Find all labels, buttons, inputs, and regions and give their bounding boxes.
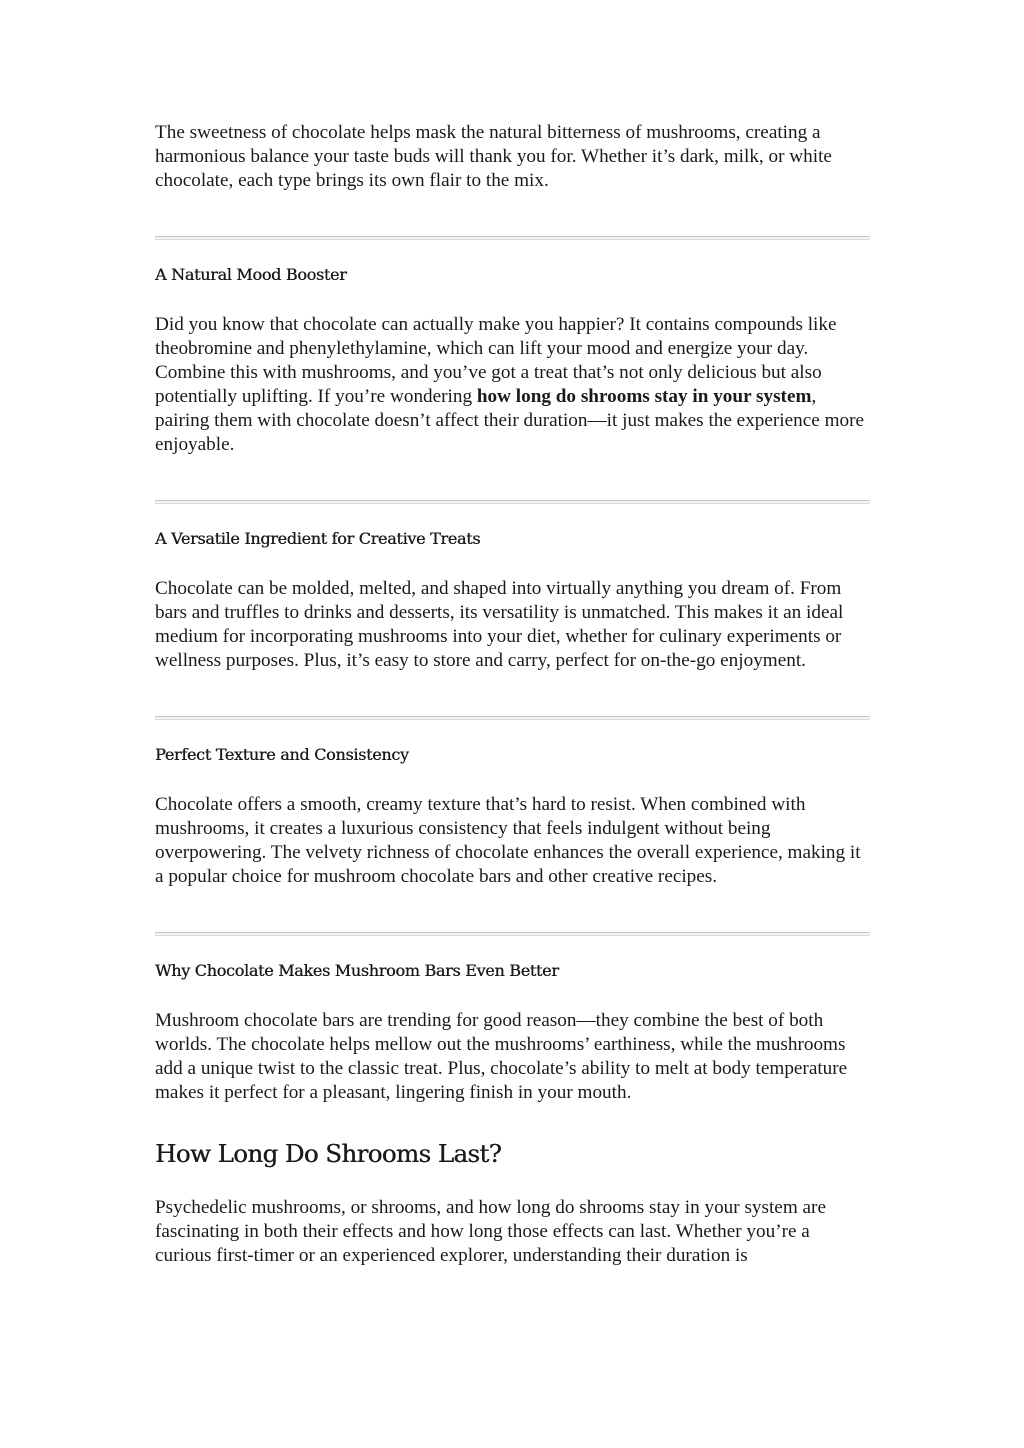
mood-booster-paragraph — [155, 313, 870, 457]
section-divider — [155, 716, 870, 720]
section-divider — [155, 500, 870, 504]
mood-booster-text-after: , pairing them with chocolate doesn’t affect their duration—it just makes the experience more enjoyable. — [155, 386, 864, 455]
texture-heading: Perfect Texture and Consistency — [155, 745, 409, 764]
bars-paragraph: Mushroom chocolate bars are trending for good reason—they combine the best of both worlds. The chocolate helps mellow out the mushrooms’ earthiness, while the mushrooms add a unique twist to the classic treat. Plus, chocolate’s ability to melt at body temperature makes it perfect for a pleasant, lingering finish in your mouth. — [155, 1010, 848, 1103]
bars-heading: Why Chocolate Makes Mushroom Bars Even Better — [155, 961, 559, 980]
document-page — [155, 121, 870, 1268]
versatile-heading: A Versatile Ingredient for Creative Treats — [155, 529, 481, 548]
how-long-paragraph: Psychedelic mushrooms, or shrooms, and how long do shrooms stay in your system are fascinating in both their effects and how long those effects can last. Whether you’re a curious first-timer or an experienced explorer, understanding their duration is — [155, 1197, 826, 1266]
texture-paragraph: Chocolate offers a smooth, creamy texture that’s hard to resist. When combined with mushrooms, it creates a luxurious consistency that feels indulgent without being overpowering. The velvety richness of chocolate enhances the overall experience, making it a popular choice for mushroom chocolate bars and other creative recipes. — [155, 794, 861, 887]
mood-booster-heading: A Natural Mood Booster — [155, 265, 347, 284]
intro-paragraph: The sweetness of chocolate helps mask the natural bitterness of mushrooms, creating a harmonious balance your taste buds will thank you for. Whether it’s dark, milk, or white chocolate, each type brings its own flair to the mix. — [155, 122, 832, 191]
how-long-heading: How Long Do Shrooms Last? — [155, 1139, 502, 1168]
versatile-paragraph: Chocolate can be molded, melted, and shaped into virtually anything you dream of. From bars and truffles to drinks and desserts, its versatility is unmatched. This makes it an ideal medium for incorporating mushrooms into your diet, whether for culinary experiments or wellness purposes. Plus, it’s easy to store and carry, perfect for on-the-go enjoyment. — [155, 578, 844, 671]
section-divider — [155, 932, 870, 936]
mood-booster-keyword: how long do shrooms stay in your system — [476, 386, 812, 407]
section-divider — [155, 236, 870, 240]
mood-booster-text-before: Did you know that chocolate can actually make you happier? It contains compounds like theobromine and phenylethylamine, which can lift your mood and energize your day. Combine this with mushrooms, and you’ve got a treat that’s not only delicious but also potentially uplifting. If you’re wondering — [155, 314, 837, 407]
